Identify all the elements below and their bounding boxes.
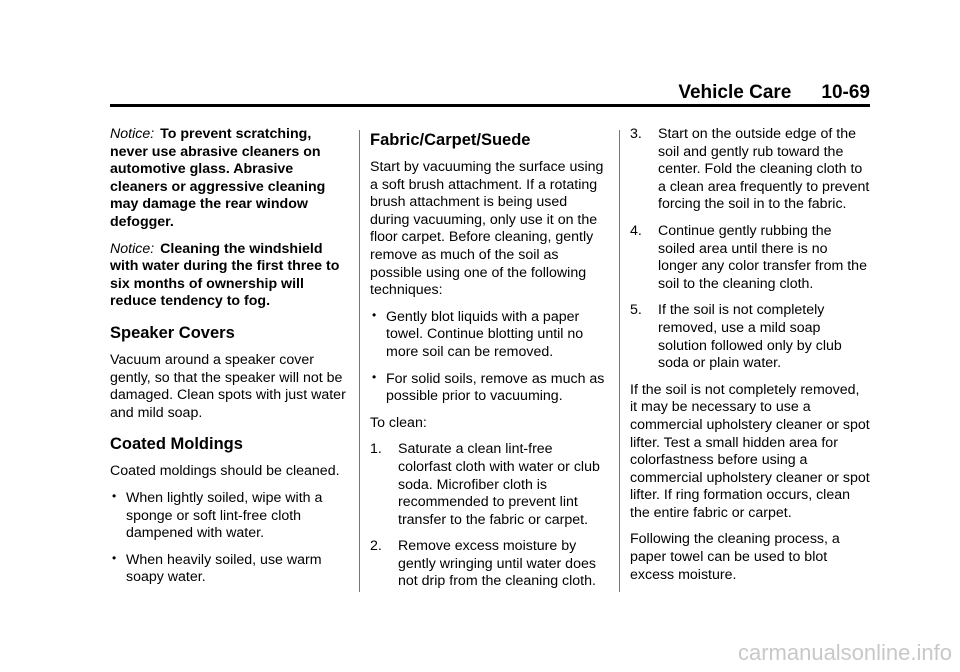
fabric-heading: Fabric/Carpet/Suede bbox=[370, 131, 531, 149]
list-item bbox=[110, 490, 350, 543]
column-divider bbox=[619, 130, 620, 592]
watermark: carmanualsonline.info bbox=[737, 640, 952, 665]
speaker-covers-text: Vacuum around a speaker cover gently, so that the speaker will not be damaged. Clean spots with just water and mild soap. bbox=[110, 351, 346, 421]
step-item bbox=[630, 223, 870, 293]
list-item-text: Gently blot liquids with a paper towel. Continue blotting until no more soil can be removed. bbox=[386, 308, 584, 360]
step-item bbox=[630, 302, 870, 372]
list-item bbox=[110, 552, 350, 587]
notice-text: To prevent scratching, never use abrasive cleaners on automotive glass. Abrasive cleaners or aggressive cleaning may damage the rear window defogger. bbox=[110, 126, 326, 230]
notice-text: Cleaning the windshield with water during the first three to six months of ownership will reduce tendency to fog. bbox=[110, 240, 340, 310]
step-item bbox=[630, 126, 870, 214]
step-number: 3. bbox=[630, 126, 642, 142]
step-text: Continue gently rubbing the soiled area until there is no longer any color transfer from the soil to the cleaning cloth. bbox=[658, 222, 867, 292]
fabric-text: Start by vacuuming the surface using a soft brush attachment. If a rotating brush attachment is being used during vacuuming, only use it on the floor carpet. Before cleaning, gently remove as much of the soil as possible using one of the following techniques: bbox=[370, 159, 604, 299]
notice bbox=[110, 241, 350, 311]
step-text: If the soil is not completely removed, use a mild soap solution followed only by club soda or plain water. bbox=[658, 302, 842, 372]
notice-label: Notice: bbox=[110, 240, 155, 257]
blot-moisture-text: Following the cleaning process, a paper towel can be used to blot excess moisture. bbox=[630, 531, 840, 583]
list-item bbox=[370, 371, 610, 406]
bullet-icon: • bbox=[112, 550, 117, 565]
notice-label: Notice: bbox=[110, 126, 155, 142]
list-item bbox=[370, 309, 610, 362]
step-item bbox=[370, 441, 610, 529]
step-number: 5. bbox=[630, 302, 642, 319]
page-number: 10-69 bbox=[821, 82, 870, 103]
page-header bbox=[110, 82, 870, 104]
list-item-text: For solid soils, remove as much as possible prior to vacuuming. bbox=[386, 370, 605, 405]
step-number: 4. bbox=[630, 222, 642, 239]
bullet-icon: • bbox=[372, 369, 377, 384]
fabric-bullet-list bbox=[370, 309, 610, 406]
upholstery-cleaner-text: If the soil is not completely removed, it may be necessary to use a commercial upholstery cleaner or spot lifter. Test a small hidden area for colorfastness before using a commercial upholstery cleaner or spot lifter. If ring formation occurs, clean the entire fabric or carpet. bbox=[630, 381, 870, 521]
step-text: Start on the outside edge of the soil and gently rub toward the center. Fold the cleaning cloth to a clean area frequently to prevent forcing the soil in to the fabric. bbox=[658, 126, 870, 213]
to-clean-label: To clean: bbox=[370, 414, 427, 431]
column-divider bbox=[359, 130, 360, 592]
cleaning-steps bbox=[370, 441, 610, 591]
column-3 bbox=[630, 126, 870, 593]
notice bbox=[110, 126, 350, 232]
list-item-text: When heavily soiled, use warm soapy water. bbox=[126, 551, 322, 586]
coated-moldings-heading: Coated Moldings bbox=[110, 435, 243, 454]
step-number: 2. bbox=[370, 538, 382, 555]
column-2 bbox=[370, 126, 610, 600]
speaker-covers-heading: Speaker Covers bbox=[110, 323, 235, 342]
header-rule bbox=[110, 104, 870, 107]
list-item-text: When lightly soiled, wipe with a sponge or soft lint-free cloth dampened with water. bbox=[126, 489, 323, 542]
column-1 bbox=[110, 126, 350, 596]
bullet-icon: • bbox=[112, 488, 117, 503]
bullet-icon: • bbox=[372, 307, 377, 322]
coated-moldings-text: Coated moldings should be cleaned. bbox=[110, 463, 340, 480]
cleaning-steps-continued bbox=[630, 126, 870, 373]
step-item bbox=[370, 538, 610, 591]
moldings-bullet-list bbox=[110, 490, 350, 587]
step-text: Saturate a clean lint-free colorfast cloth with water or club soda. Microfiber cloth is recommended to prevent lint transfer to the fabric or carpet. bbox=[398, 441, 600, 528]
section-title: Vehicle Care bbox=[678, 82, 792, 103]
step-text: Remove excess moisture by gently wringing until water does not drip from the cleaning cloth. bbox=[398, 538, 596, 590]
step-number: 1. bbox=[370, 441, 382, 458]
